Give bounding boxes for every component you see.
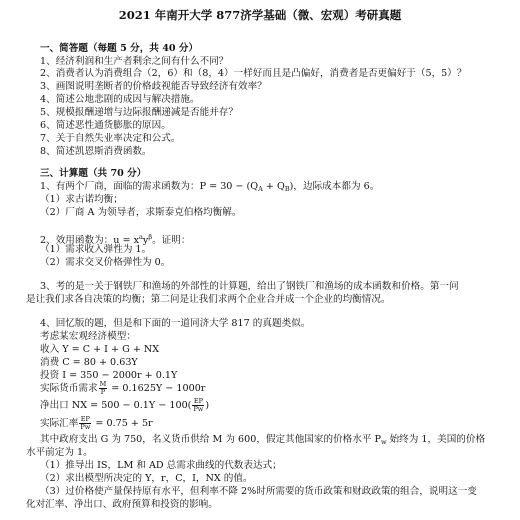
question-item: 7、关于自然失业率决定和公式。 <box>40 133 181 144</box>
sub-question: （1）求古诺均衡； <box>40 194 123 205</box>
question-item: 3、画图说明垄断者的价格歧视能否导致经济有效率？ <box>40 81 267 92</box>
question-item: 1、经济利润和生产者剩余之间有什么不同？ <box>40 56 229 67</box>
question-item: 5、规模报酬递增与边际报酬递减是否能并存？ <box>40 107 238 118</box>
model-intro: 考虑某宏观经济模型： <box>40 331 136 342</box>
question-intro: 1、有两个厂商，面临的需求函数为： <box>40 181 200 192</box>
sub-question: （3）过价格使产量保持原有水平，但利率不降 2%时所需要的货币政策和财政政策的组合，说明这一变 <box>40 486 477 497</box>
fraction: $\frac{EP}{Pw}$ <box>80 415 91 431</box>
sub-question: （1）推导出 IS，LM 和 AD 总需求曲线的代数表达式； <box>40 460 282 471</box>
question-item: 6、简述恶性通货膨胀的原因。 <box>40 120 171 131</box>
sub-question: （2）需求交叉价格弹性为 0。 <box>40 257 171 268</box>
equation-net-exports: 净出口 NX = 500 − 0.1Y − 100( $\frac{EP}{Pw}$ ) <box>40 397 210 413</box>
sub-question: （2）厂商 A 为领导者，求斯泰克伯格均衡解。 <box>40 207 242 218</box>
question-item: 4、简述公地悲剧的成因与解决措施。 <box>40 94 200 105</box>
sub-question: （1）需求收入弹性为 1。 <box>40 244 152 255</box>
equation-consumption: 消费 C = 80 + 0.63Y <box>40 357 138 368</box>
utility-formula: $u = x^ay^\beta$ <box>113 233 153 246</box>
equation-real-exchange-rate: 实际汇率 $\frac{EP}{Pw}$ = 0.75 + 5r <box>40 415 153 431</box>
calc-question-4-intro: 4、回忆版的题，但是和下面的一道同济大学 817 的真题类似。 <box>40 318 311 329</box>
fraction: $\frac{EP}{Pw}$ <box>193 397 204 413</box>
calc-question-3-line: 3、考的是一关于钢铁厂和渔场的外部性的计算题，给出了钢铁厂和渔场的成本函数和价格。第一问 <box>40 281 459 292</box>
paragraph-line: 其中政府支出 G 为 750，名义货币供给 M 为 600，假定其他国家的价格水平 $P_w$ 始终为 1，美国的价格 <box>40 434 486 446</box>
calc-question-3-line: 是让我们求各自决策的均衡；第二问是让我们求两个企业合并成一个企业的均衡情况。 <box>26 294 391 305</box>
equation-money-demand: 实际货币需求 $\frac{M}{P}$ = 0.1625Y − 1000r <box>40 380 206 396</box>
section-heading-calculation: 三、计算题（共 70 分） <box>40 168 147 179</box>
demand-formula: $P = 30 - (Q_A + Q_B)$ <box>199 181 294 193</box>
question-item: 2、消费者认为消费组合（2，6）和（8，4）一样好而且是凸偏好，消费者是否更偏好于（5，5）？ <box>40 68 467 79</box>
sub-question: （2）求出模型所决定的 Y，r，C，I，NX 的值。 <box>40 473 253 484</box>
fraction: $\frac{M}{P}$ <box>99 380 107 396</box>
sub-question-continued: 化对汇率、净出口、政府预算和投资的影响。 <box>26 499 218 510</box>
page-title: 2021 年南开大学 877济学基础（微、宏观）考研真题 <box>118 8 402 22</box>
paragraph-line: 水平前定为 1。 <box>26 447 93 458</box>
calc-question-2: 2、效用函数为：$u = x^ay^\beta$。证明： <box>40 233 191 246</box>
calc-question-1: 1、有两个厂商，面临的需求函数为：$P = 30 - (Q_A + Q_B)$，边际成本都为 6。 <box>40 181 380 193</box>
equation-investment: 投资 I = 350 − 2000r + 0.1Y <box>40 370 178 381</box>
question-item: 8、简述凯恩斯消费函数。 <box>40 146 152 157</box>
section-heading-short-answer: 一、简答题（每题 5 分，共 40 分） <box>40 43 199 54</box>
equation-income: 收入 Y = C + I + G + NX <box>40 344 160 355</box>
